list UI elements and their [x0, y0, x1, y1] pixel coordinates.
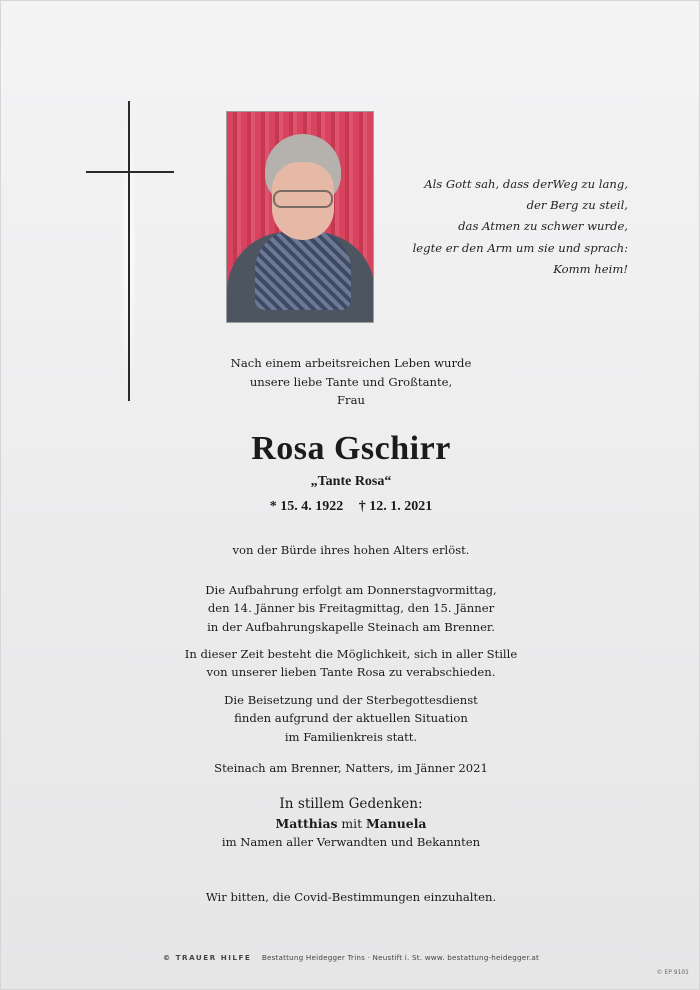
print-code: © EP 9101 — [656, 969, 689, 976]
death-date: † 12. 1. 2021 — [358, 499, 433, 514]
birth-date: * 15. 4. 1922 — [269, 499, 344, 514]
poem-line: das Atmen zu schwer wurde, — [458, 219, 628, 234]
footer — [1, 953, 700, 962]
burial-line: finden aufgrund der aktuellen Situation — [234, 711, 468, 726]
viewing-line: in der Aufbahrungskapelle Steinach am Brenner. — [207, 619, 495, 634]
poem — [396, 174, 628, 280]
burial-text — [1, 691, 700, 746]
memory-names — [1, 814, 700, 833]
burial-line: Die Beisetzung und der Sterbegottesdienst — [224, 693, 478, 707]
viewing-line: den 14. Jänner bis Freitagmittag, den 15. Jänner — [207, 601, 495, 616]
memory-subline: im Namen aller Verwandten und Bekannten — [221, 835, 481, 849]
place-date: Steinach am Brenner, Natters, im Jänner 2021 — [214, 761, 488, 775]
cross-icon-bar — [86, 171, 174, 173]
brand-logo: © TRAUER HILFE — [162, 953, 252, 962]
covid-note: Wir bitten, die Covid-Bestimmungen einzuhalten. — [205, 890, 497, 904]
viewing-line: Die Aufbahrung erfolgt am Donnerstagvormittag, — [205, 583, 497, 597]
mourner-connector: mit — [337, 816, 367, 831]
farewell-text — [1, 645, 700, 682]
life-dates — [1, 497, 700, 517]
farewell-line: In dieser Zeit besteht die Möglichkeit, sich in aller Stille — [184, 647, 518, 661]
deceased-name: Rosa Gschirr — [251, 430, 451, 467]
burial-line: im Familienkreis statt. — [284, 729, 418, 744]
intro-text — [1, 354, 700, 410]
memory-heading: In stillem Gedenken: — [279, 796, 423, 812]
footer-text: Bestattung Heidegger Trins · Neustift i. St. www. bestattung-heidegger.at — [261, 953, 540, 962]
intro-line: Nach einem arbeitsreichen Leben wurde — [230, 356, 472, 370]
deceased-nickname: „Tante Rosa“ — [310, 474, 392, 489]
portrait-photo — [226, 111, 374, 323]
poem-line: Komm heim! — [553, 261, 628, 276]
intro-line: Frau — [337, 393, 365, 408]
poem-line: der Berg zu steil, — [526, 198, 628, 213]
poem-line: Als Gott sah, dass derWeg zu lang, — [424, 177, 628, 191]
intro-line: unsere liebe Tante und Großtante, — [249, 374, 453, 389]
poem-line: legte er den Arm um sie und sprach: — [412, 240, 628, 255]
farewell-line: von unserer lieben Tante Rosa zu verabschieden. — [206, 665, 496, 680]
released-text: von der Bürde ihres hohen Alters erlöst. — [232, 543, 470, 557]
viewing-text — [1, 581, 700, 636]
mourner-name: Matthias — [275, 816, 338, 831]
mourner-name: Manuela — [366, 816, 427, 831]
